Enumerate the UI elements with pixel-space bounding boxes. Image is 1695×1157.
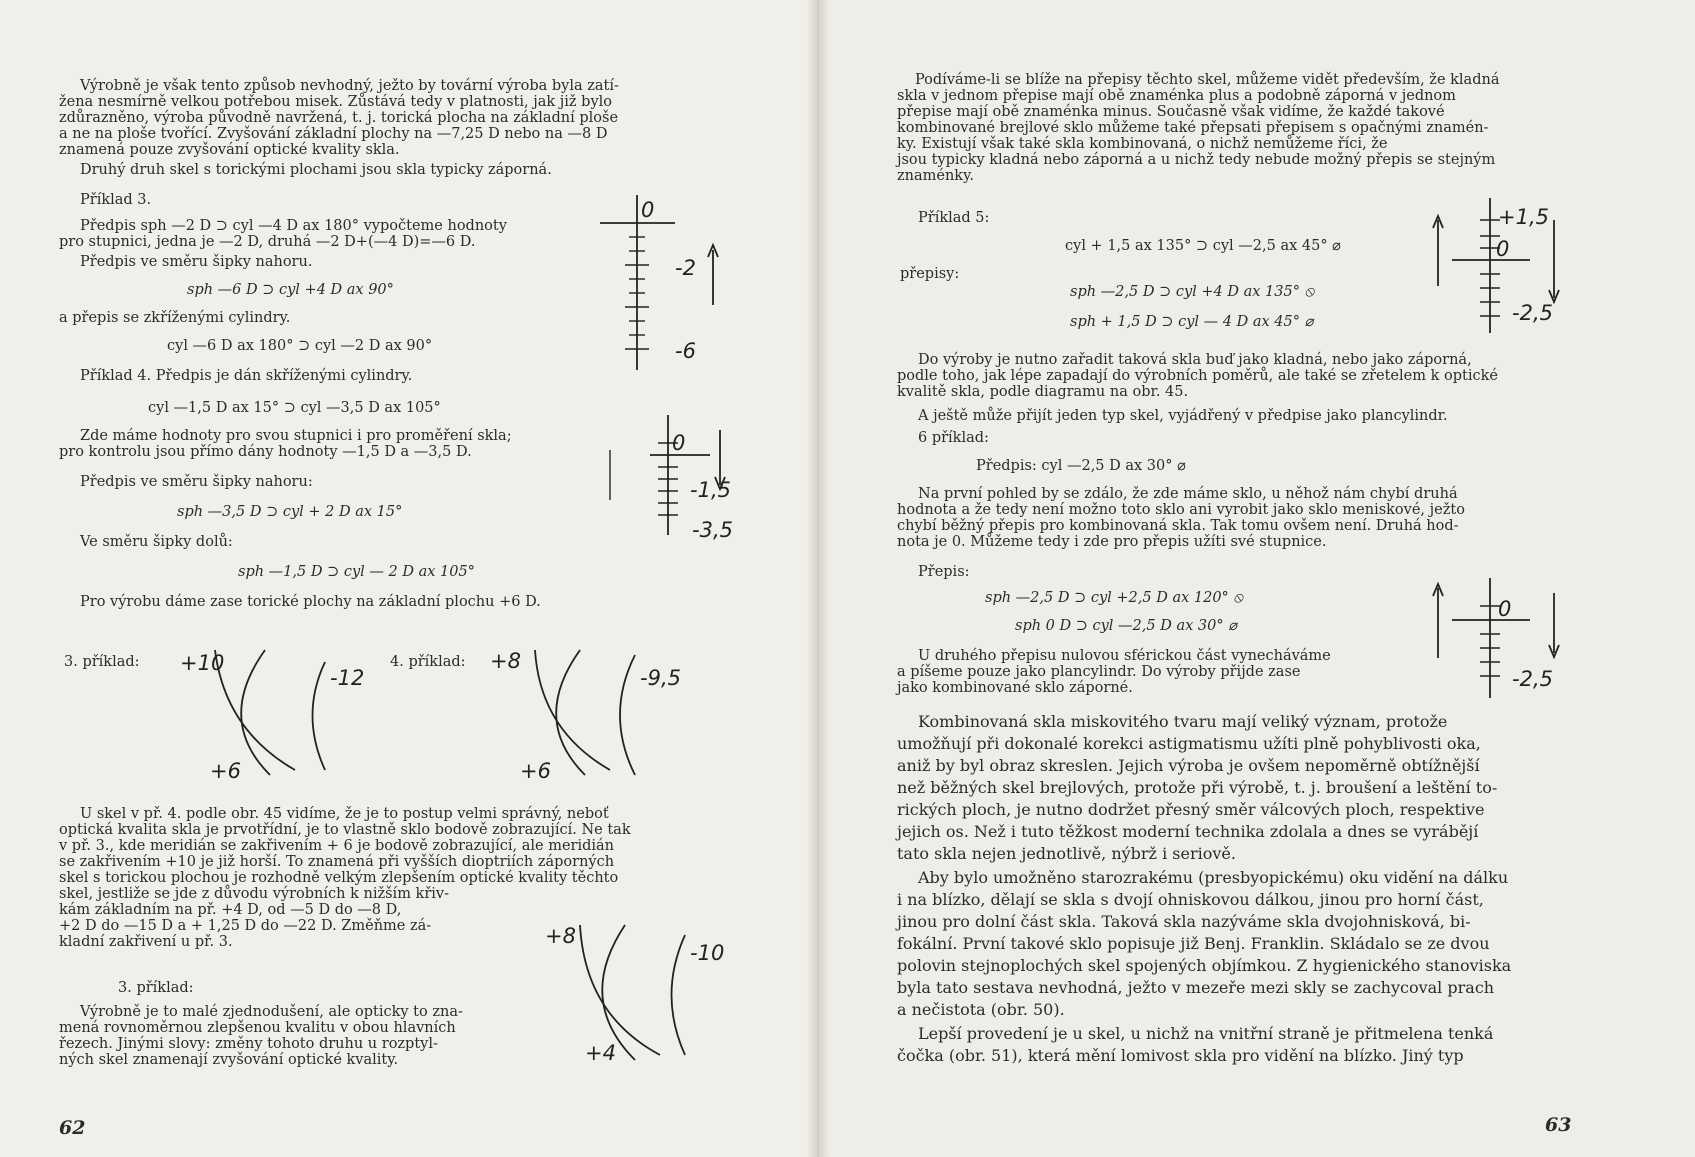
scale1-bottom: -6 <box>675 339 696 363</box>
body-line: mená rovnoměrnou zlepšenou kvalitu v obou hlavních <box>59 1020 456 1036</box>
body-line: polovin stejnoplochých skel spojených objímkou. Z hygienického stanoviska <box>897 956 1512 975</box>
scale2-mid: -1,5 <box>690 478 731 502</box>
scale-diagram-4 <box>1420 578 1570 698</box>
scale-diagram-2 <box>600 415 733 542</box>
curvature-figure-5 <box>540 915 740 1065</box>
body-line: jinou pro dolní část skla. Taková skla nazýváme skla dvojohnisková, bi- <box>897 912 1471 931</box>
body-line: jako kombinované sklo záporné. <box>897 680 1133 696</box>
body-line: kladní zakřivení u př. 3. <box>59 934 233 950</box>
body-line: Lepší provedení je u skel, u nichž na vnitřní straně je přitmelena tenká <box>918 1024 1494 1043</box>
example-title: 3. příklad: <box>118 980 194 996</box>
body-line: Předpis ve směru šipky nahoru: <box>80 474 313 490</box>
scale-diagram-3 <box>1420 198 1570 333</box>
formula: sph —2,5 D ⊃ cyl +4 D ax 135° ⦸ <box>1070 284 1315 300</box>
body-line: tato skla nejen jednotlivě, nýbrž i seriově. <box>897 844 1236 863</box>
scale4-bottom: -2,5 <box>1512 667 1553 691</box>
body-line: znaménky. <box>897 168 974 184</box>
formula: sph 0 D ⊃ cyl —2,5 D ax 30° ⌀ <box>1015 618 1237 634</box>
body-line: skel s torickou plochou je rozhodně velkým zlepšením optické kvality těchto <box>59 870 619 886</box>
formula: sph —3,5 D ⊃ cyl + 2 D ax 15° <box>177 504 403 520</box>
scale3-mid: 0 <box>1496 237 1510 261</box>
example-title: Příklad 4. Předpis je dán skříženými cylindry. <box>80 368 413 384</box>
body-line: Předpis ve směru šipky nahoru. <box>80 254 313 270</box>
body-line: znamená pouze zvyšování optické kvality skla. <box>59 142 400 158</box>
body-line: než běžných skel brejlových, protože při výrobě, t. j. broušení a leštění to- <box>897 778 1498 797</box>
body-line: Zde máme hodnoty pro svou stupnici i pro proměření skla; <box>80 428 512 444</box>
body-line: hodnota a že tedy není možno toto sklo ani vyrobit jako sklo meniskové, ježto <box>897 502 1465 518</box>
body-line: Podíváme-li se blíže na přepisy těchto skel, můžeme vidět především, že kladná <box>915 72 1500 88</box>
fig5-left: +8 <box>545 924 576 948</box>
body-line: se zakřivením +10 je již horší. To znamená při vyšších dioptriích záporných <box>59 854 615 870</box>
body-line: ky. Existují však také skla kombinovaná, o nichž nemůžeme říci, že <box>897 136 1388 152</box>
body-line: Kombinovaná skla miskovitého tvaru mají veliký význam, protože <box>918 712 1448 731</box>
body-line: Výrobně je však tento způsob nevhodný, ježto by tovární výroba byla zatí- <box>80 78 619 94</box>
body-line: pro kontrolu jsou přímo dány hodnoty —1,5 D a —3,5 D. <box>59 444 472 460</box>
fig3-right: -12 <box>330 666 365 690</box>
body-line: přepisy: <box>900 266 960 282</box>
page-number-left: 62 <box>59 1117 86 1139</box>
example-title: Příklad 5: <box>918 210 990 226</box>
scale2-top: 0 <box>672 431 686 455</box>
body-line: nota je 0. Můžeme tedy i zde pro přepis užíti své stupnice. <box>897 534 1327 550</box>
body-line: fokální. První takové sklo popisuje již Benj. Franklin. Skládalo se ze dvou <box>897 934 1490 953</box>
formula: sph —1,5 D ⊃ cyl — 2 D ax 105° <box>238 564 475 580</box>
body-line: umožňují při dokonalé korekci astigmatismu užíti plně pohyblivosti oka, <box>897 734 1481 753</box>
scale3-top: +1,5 <box>1498 205 1549 229</box>
body-line: zdůrazněno, výroba původně navržená, t. j. torická plocha na základní ploše <box>59 110 619 126</box>
fig3-left: +10 <box>180 651 225 675</box>
body-line: jsou typicky kladná nebo záporná a u nichž tedy nebude možný přepis se stejným <box>897 152 1496 168</box>
body-line: kvalitě skla, podle diagramu na obr. 45. <box>897 384 1189 400</box>
body-line: Předpis sph —2 D ⊃ cyl —4 D ax 180° vypočteme hodnoty <box>80 218 507 234</box>
figure-label: 4. příklad: <box>390 654 466 670</box>
body-line: chybí běžný přepis pro kombinovaná skla. Tak tomu ovšem není. Druhá hod- <box>897 518 1459 534</box>
body-line: Pro výrobu dáme zase torické plochy na základní plochu +6 D. <box>80 594 541 610</box>
body-line: i na blízko, dělají se skla s dvojí ohniskovou dálkou, jinou pro horní část, <box>897 890 1484 909</box>
body-line: podle toho, jak lépe zapadají do výrobních poměrů, ale také se zřetelem k optické <box>897 368 1498 384</box>
body-line: ných skel znamenají zvyšování optické kvality. <box>59 1052 399 1068</box>
curvature-figure-3 <box>175 640 375 783</box>
scale2-bottom: -3,5 <box>692 518 733 542</box>
scale3-bottom: -2,5 <box>1512 301 1553 325</box>
formula: sph —6 D ⊃ cyl +4 D ax 90° <box>187 282 394 298</box>
body-line: skel, jestliže se jde z důvodu výrobních k nižším křiv- <box>59 886 449 902</box>
body-line: Ve směru šipky dolů: <box>80 534 233 550</box>
body-line: U druhého přepisu nulovou sférickou část vynecháváme <box>918 648 1331 664</box>
fig3-bottom: +6 <box>210 759 241 783</box>
fig5-bottom: +4 <box>585 1041 616 1065</box>
body-line: čočka (obr. 51), která mění lomivost skla pro vidění na blízko. Jiný typ <box>897 1046 1464 1065</box>
body-line: Výrobně je to malé zjednodušení, ale opticky to zna- <box>80 1004 463 1020</box>
body-line: pro stupnici, jedna je —2 D, druhá —2 D+(—4 D)=—6 D. <box>59 234 476 250</box>
body-line: jejich os. Než i tuto těžkost moderní technika zdolala a dnes se vyrábějí <box>897 822 1479 841</box>
body-line: kám základním na př. +4 D, od —5 D do —8 D, <box>59 902 402 918</box>
body-line: přepise mají obě znaménka minus. Současně však vidíme, že každé takové <box>897 104 1445 120</box>
body-line: U skel v př. 4. podle obr. 45 vidíme, že je to postup velmi správný, neboť <box>80 806 609 822</box>
body-line: Aby bylo umožněno starozrakému (presbyopickému) oku vidění na dálku <box>918 868 1509 887</box>
body-line: Na první pohled by se zdálo, že zde máme sklo, u něhož nám chybí druhá <box>918 486 1458 502</box>
fig5-right: -10 <box>690 941 725 965</box>
scale1-top: 0 <box>641 198 655 222</box>
fig4-right: -9,5 <box>640 666 681 690</box>
scale4-top: 0 <box>1498 597 1512 621</box>
body-line: a nečistota (obr. 50). <box>897 1000 1065 1019</box>
formula: sph —2,5 D ⊃ cyl +2,5 D ax 120° ⦸ <box>985 590 1243 606</box>
body-line: žena nesmírně velkou potřebou misek. Zůstává tedy v platnosti, jak již bylo <box>59 94 613 110</box>
fig4-bottom: +6 <box>520 759 551 783</box>
example-title: Příklad 3. <box>80 192 152 208</box>
fig4-left: +8 <box>490 649 521 673</box>
formula: sph + 1,5 D ⊃ cyl — 4 D ax 45° ⌀ <box>1070 314 1314 330</box>
body-line: v př. 3., kde meridián se zakřivením + 6 je bodově zobrazující, ale meridián <box>59 838 615 854</box>
body-line: Do výroby je nutno zařadit taková skla buď jako kladná, nebo jako záporná, <box>918 352 1472 368</box>
example-title: 6 příklad: <box>918 430 989 446</box>
body-line: rických ploch, je nutno dodržet přesný směr válcových ploch, respektive <box>897 800 1485 819</box>
formula: Předpis: cyl —2,5 D ax 30° ⌀ <box>976 458 1186 474</box>
body-line: byla tato sestava nevhodná, ježto v mezeře mezi skly se zachycoval prach <box>897 978 1495 997</box>
body-line: aniž by byl obraz skreslen. Jejich výroba je ovšem nepoměrně obtížnější <box>897 756 1480 775</box>
formula: cyl + 1,5 ax 135° ⊃ cyl —2,5 ax 45° ⌀ <box>1065 238 1341 254</box>
body-line: skla v jednom přepise mají obě znaménka plus a podobně záporná v jednom <box>897 88 1456 104</box>
page-number-right: 63 <box>1545 1114 1572 1136</box>
body-line: a ne na ploše tvořící. Zvyšování základní plochy na —7,25 D nebo na —8 D <box>59 126 608 142</box>
formula: cyl —1,5 D ax 15° ⊃ cyl —3,5 D ax 105° <box>148 400 441 416</box>
body-line: Druhý druh skel s torickými plochami jsou skla typicky záporná. <box>80 162 552 178</box>
book-gutter <box>806 0 830 1157</box>
body-line: řezech. Jinými slovy: změny tohoto druhu u rozptyl- <box>59 1036 438 1052</box>
body-line: a přepis se zkříženými cylindry. <box>59 310 291 326</box>
scale-diagram-1 <box>595 195 696 370</box>
body-line: a píšeme pouze jako plancylindr. Do výroby přijde zase <box>897 664 1301 680</box>
body-line: Přepis: <box>918 564 970 580</box>
body-line: +2 D do —15 D a + 1,25 D do —22 D. Změňme zá- <box>59 918 432 934</box>
body-line: A ještě může přijít jeden typ skel, vyjádřený v předpise jako plancylindr. <box>918 408 1448 424</box>
figure-label: 3. příklad: <box>64 654 140 670</box>
body-line: kombinované brejlové sklo můžeme také přepsati přepisem s opačnými znamén- <box>897 120 1489 136</box>
formula: cyl —6 D ax 180° ⊃ cyl —2 D ax 90° <box>167 338 433 354</box>
body-line: optická kvalita skla je prvotřídní, je to vlastně sklo bodově zobrazující. Ne tak <box>59 822 631 838</box>
scale1-mid: -2 <box>675 256 696 280</box>
curvature-figure-4 <box>490 640 690 783</box>
